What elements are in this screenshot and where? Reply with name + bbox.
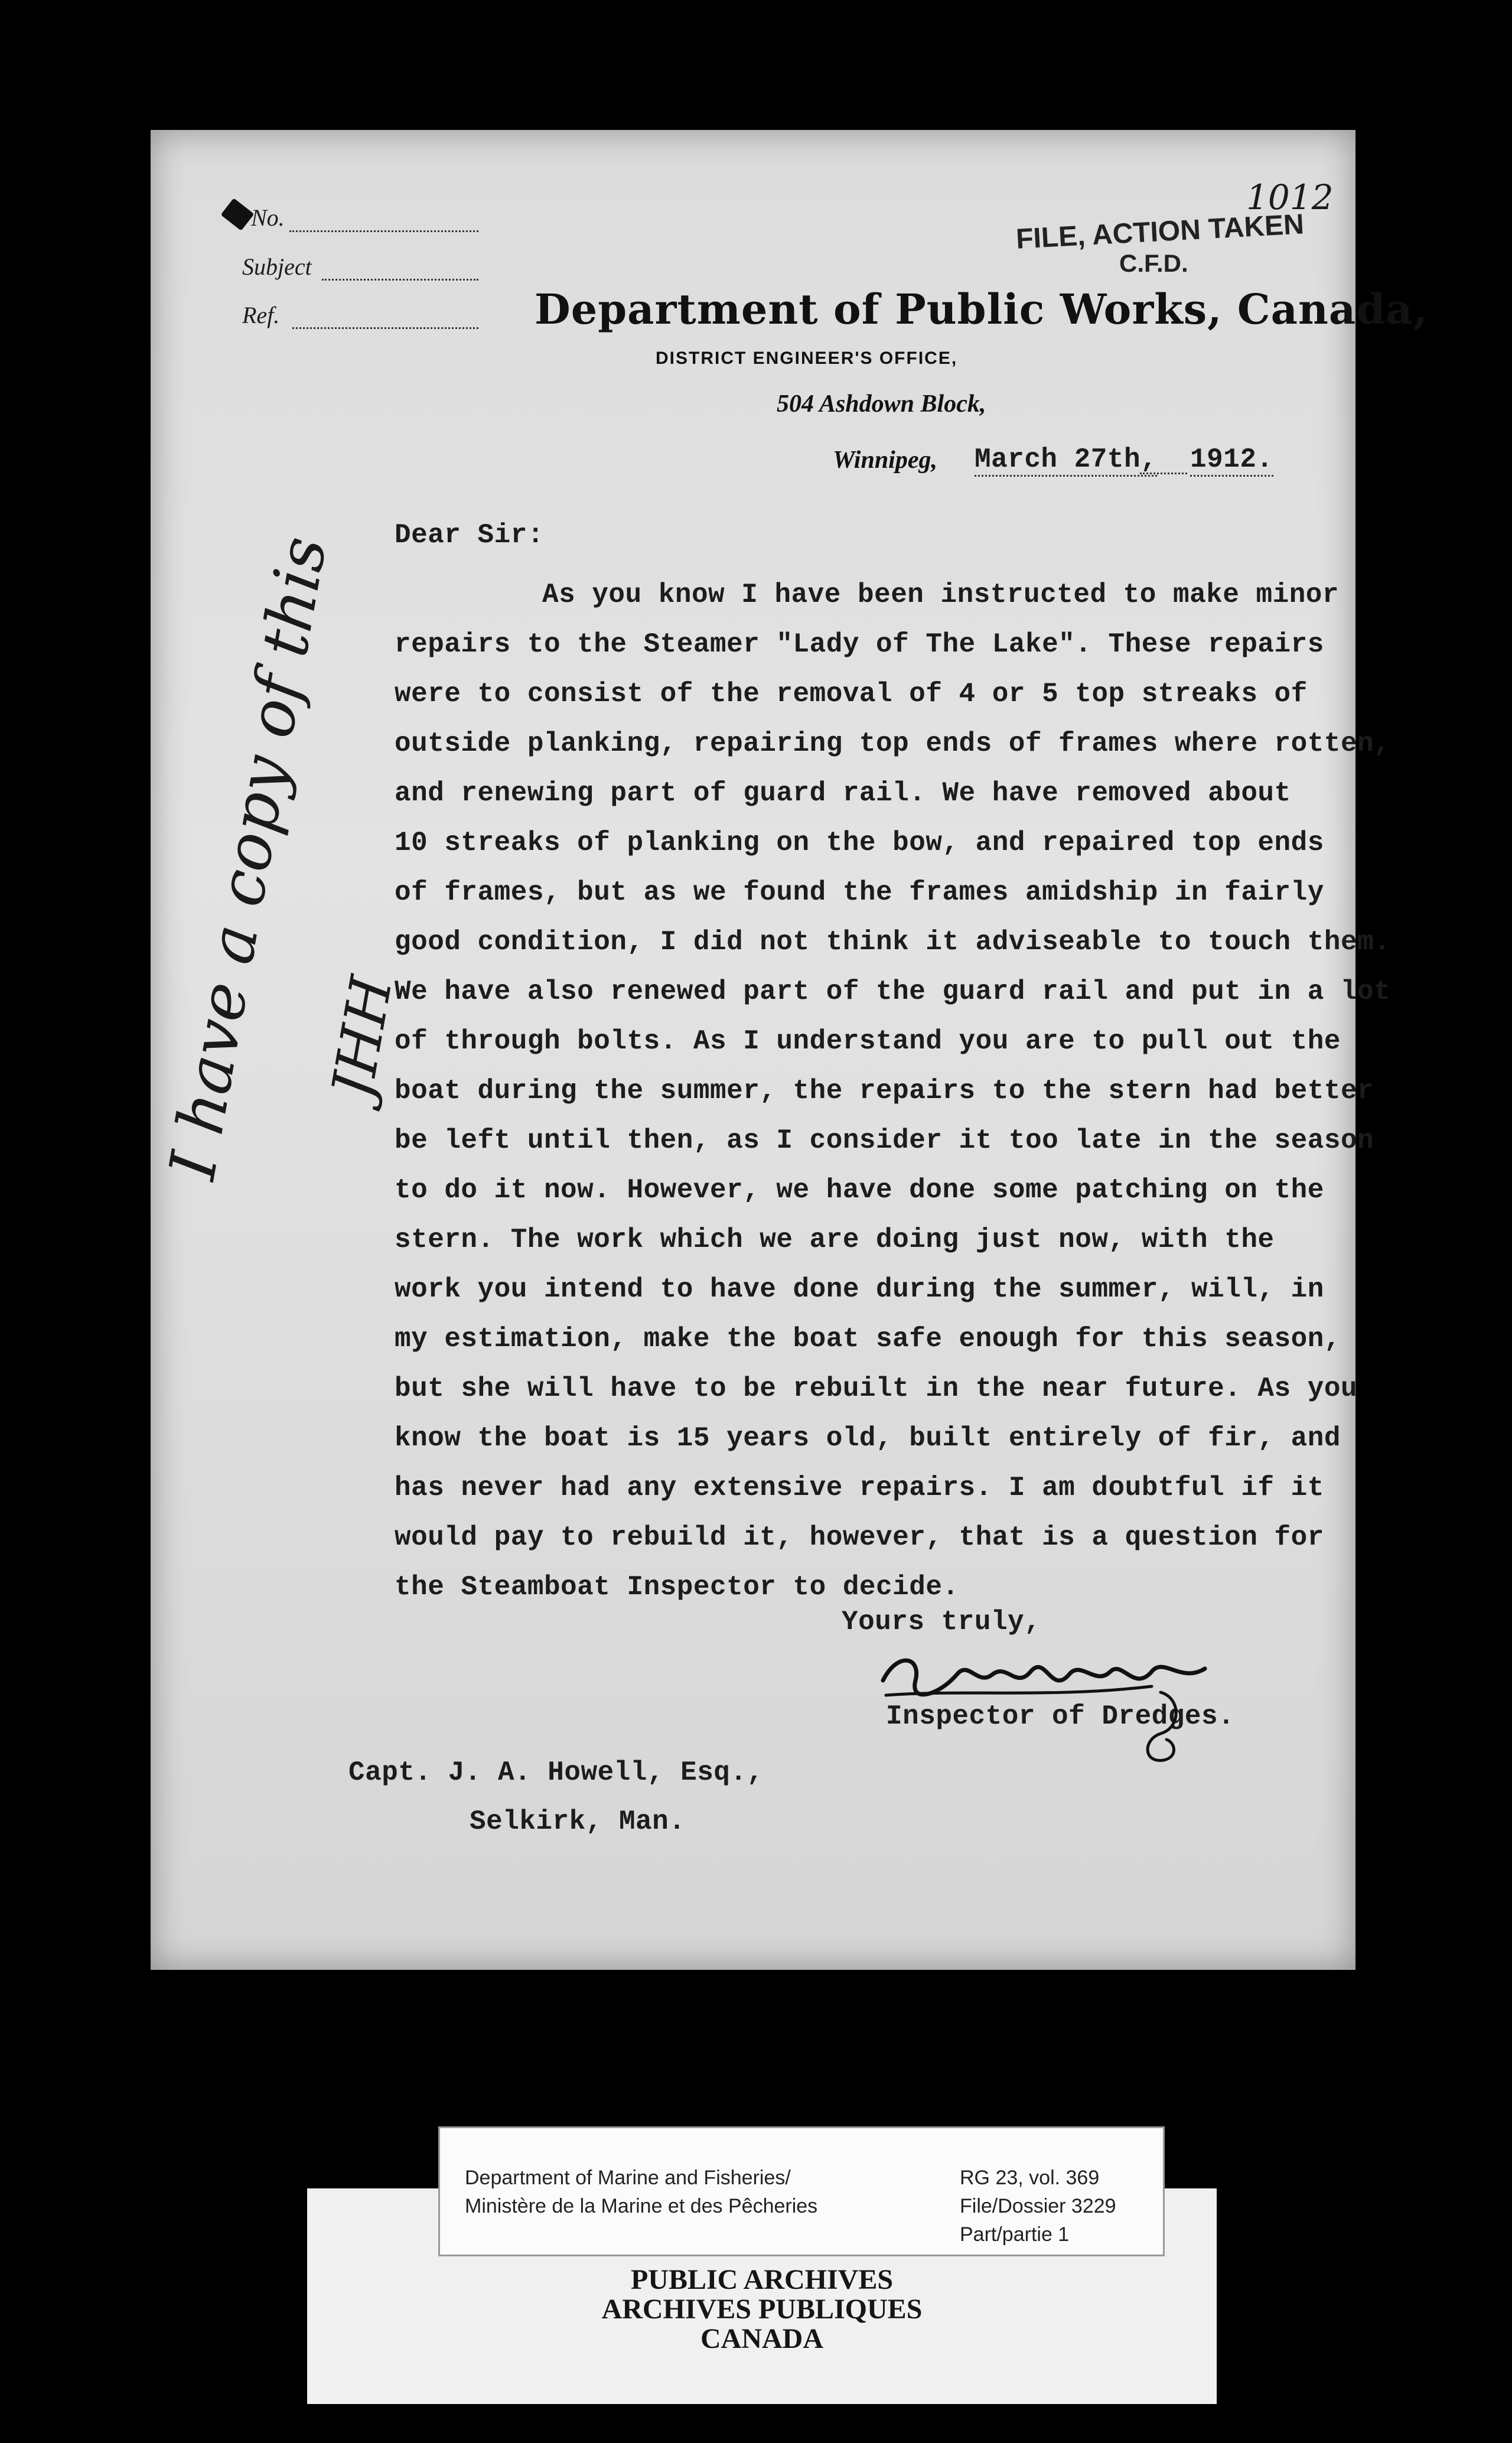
body-line: the Steamboat Inspector to decide.	[395, 1572, 959, 1602]
archive-reference	[960, 2164, 1116, 2249]
archive-file: File/Dossier 3229	[960, 2195, 1116, 2217]
body-line: know the boat is 15 years old, built entirely of fir, and	[395, 1423, 1341, 1454]
body-line: We have also renewed part of the guard rail and put in a lot	[395, 976, 1391, 1007]
field-label-no: No.	[251, 204, 285, 231]
field-label-ref: Ref.	[242, 302, 280, 328]
field-line-ref	[292, 327, 478, 329]
signer-title: Inspector of Dredges.	[886, 1701, 1235, 1732]
date-filler-line	[1140, 473, 1187, 474]
body-line: stern. The work which we are doing just now, with the	[395, 1224, 1275, 1255]
body-line: be left until then, as I consider it too late in the season	[395, 1125, 1374, 1156]
public-archives-stamp	[307, 2265, 1217, 2354]
archive-dept-fr: Ministère de la Marine et des Pêcheries	[465, 2195, 818, 2217]
stamp-line-1: FILE, ACTION TAKEN	[1015, 209, 1305, 255]
closing: Yours truly,	[842, 1607, 1041, 1637]
body-line: boat during the summer, the repairs to the stern had better	[395, 1076, 1374, 1106]
body-line: repairs to the Steamer "Lady of The Lake". These repairs	[395, 629, 1324, 660]
archive-dept-en: Department of Marine and Fisheries/	[465, 2167, 791, 2189]
body-line: would pay to rebuild it, however, that is a question for	[395, 1522, 1324, 1553]
letterhead-department: Department of Public Works, Canada,	[535, 285, 1428, 334]
body-line: of through bolts. As I understand you are to pull out the	[395, 1026, 1341, 1057]
pa-country: CANADA	[700, 2323, 823, 2354]
stamp-cfd: C.F.D.	[1119, 249, 1188, 277]
handwritten-file-number: 1012	[1246, 177, 1334, 217]
margin-note-initials: JHH	[318, 971, 405, 1103]
body-line: outside planking, repairing top ends of frames where rotten,	[395, 728, 1391, 759]
pa-french: ARCHIVES PUBLIQUES	[601, 2294, 923, 2325]
signature-flourish	[1134, 1686, 1187, 1769]
body-line: and renewing part of guard rail. We have removed about	[395, 778, 1291, 809]
archive-rg: RG 23, vol. 369	[960, 2167, 1100, 2189]
field-line-subject	[322, 279, 478, 281]
body-line: to do it now. However, we have done some patching on the	[395, 1175, 1324, 1206]
archive-department	[465, 2164, 817, 2220]
recipient-name: Capt. J. A. Howell, Esq.,	[348, 1757, 764, 1788]
body-line: of frames, but as we found the frames amidship in fairly	[395, 877, 1324, 908]
field-line-no	[289, 230, 478, 232]
body-line: good condition, I did not think it adviseable to touch them.	[395, 927, 1391, 957]
body-line: 10 streaks of planking on the bow, and repaired top ends	[395, 828, 1324, 858]
letterhead-office: DISTRICT ENGINEER'S OFFICE,	[656, 348, 958, 368]
letter-year: 1912.	[1190, 444, 1273, 477]
body-line: my estimation, make the boat safe enough for this season,	[395, 1324, 1341, 1354]
letter-date: March 27th,	[975, 444, 1157, 477]
field-label-subject: Subject	[242, 253, 312, 280]
letterhead-address: 504 Ashdown Block,	[777, 390, 986, 418]
body-line: As you know I have been instructed to make minor	[542, 579, 1340, 610]
salutation: Dear Sir:	[395, 520, 544, 551]
margin-note-line-1: I have a copy of this	[155, 531, 341, 1185]
letter-body	[395, 570, 1391, 1612]
recipient-place: Selkirk, Man.	[470, 1806, 686, 1837]
body-line: but she will have to be rebuilt in the near future. As you	[395, 1373, 1358, 1404]
letterhead-city: Winnipeg,	[833, 447, 937, 474]
pa-english: PUBLIC ARCHIVES	[630, 2264, 894, 2295]
archive-part: Part/partie 1	[960, 2223, 1070, 2246]
body-line: work you intend to have done during the summer, will, in	[395, 1274, 1324, 1305]
body-line: were to consist of the removal of 4 or 5 top streaks of	[395, 679, 1308, 709]
body-line: has never had any extensive repairs. I am doubtful if it	[395, 1473, 1324, 1503]
archive-reference-label	[438, 2126, 1165, 2256]
